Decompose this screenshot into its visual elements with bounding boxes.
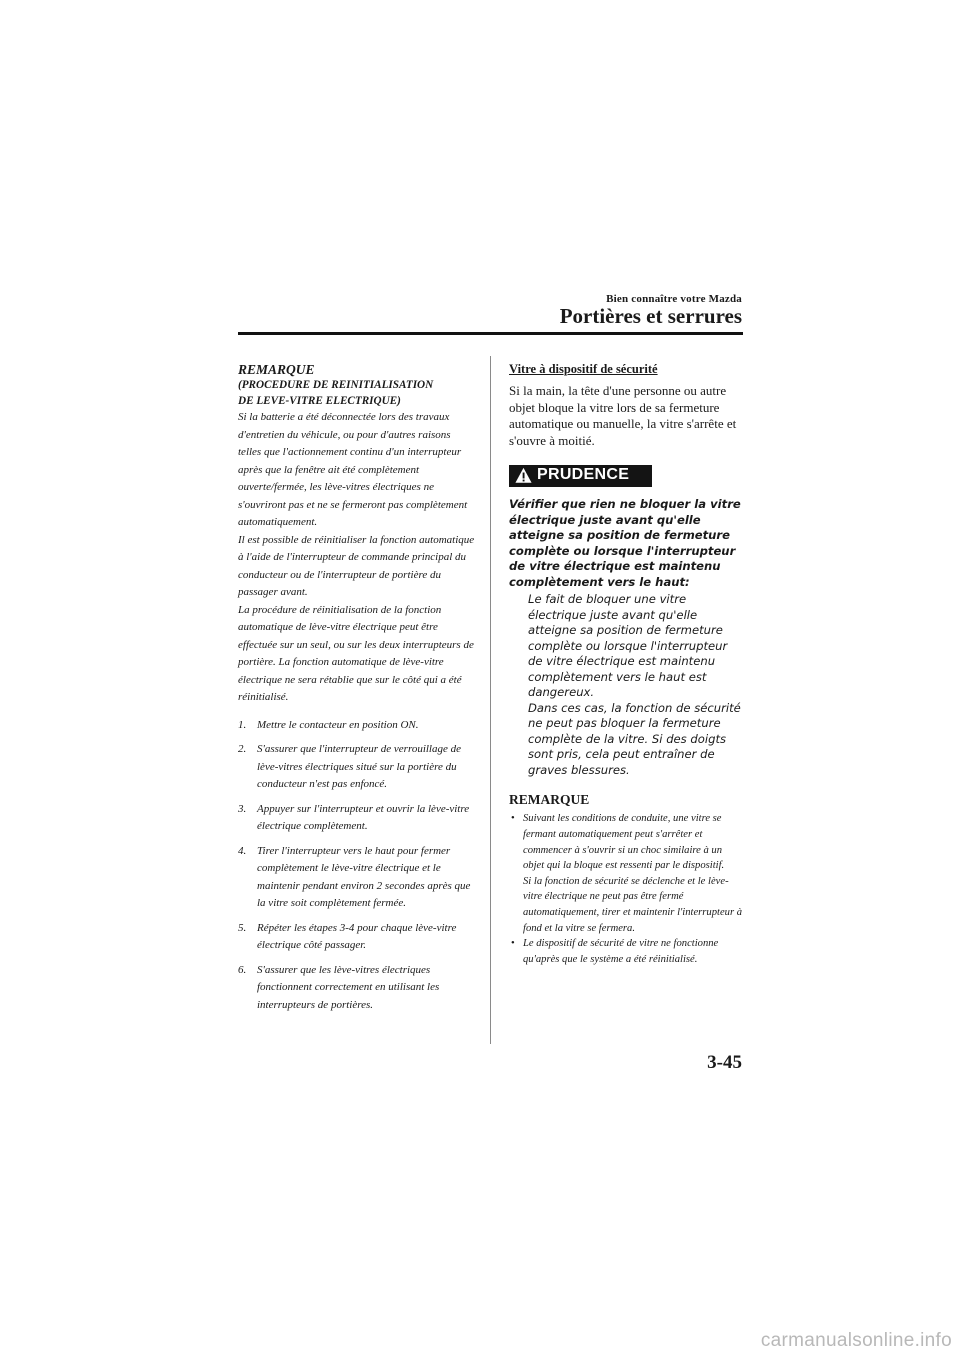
watermark: carmanualsonline.info [760,1330,952,1351]
left-column [238,362,476,1021]
bullet-dot-icon: • [511,938,515,950]
note-paragraph: Il est possible de réinitialiser la fonction automatique à l'aide de l'interrupteur de commande principal du conducteur ou de l'interrupteur de portière du passager avant. [238,533,475,598]
header-rule [238,332,743,335]
list-item: 1. Mettre le contacteur en position ON. [238,718,419,731]
page-number: 3-45 [707,1052,742,1073]
section-label: Bien connaître votre Mazda [606,293,742,305]
caution-label: PRUDENCE [537,466,630,484]
warning-triangle-icon [515,467,532,484]
list-item: 2. S'assurer que l'interrupteur de verrouillage de lève-vitres électriques situé sur la portière du conducteur n'est pas enfoncé. [238,743,461,790]
remark-bullets [509,811,745,967]
note-subtitle-line-1: (PROCEDURE DE REINITIALISATION [238,379,434,391]
column-divider [490,356,491,1044]
list-item: 5. Répéter les étapes 3-4 pour chaque lève-vitre électrique côté passager. [238,921,457,951]
caution-lead: Vérifier que rien ne bloquer la vitre électrique juste avant qu'elle atteigne sa position de fermeture complète ou lorsque l'interrupteur de vitre électrique est maintenu complètement vers le haut: [509,497,741,589]
caution-body [509,592,745,778]
note-paragraph: La procédure de réinitialisation de la fonction automatique de lève-vitre électrique peut être effectuée sur un seul, ou sur les deux interrupteurs de portière. La fonction automatique de lève-vitre électrique ne sera rétablie que sur le côté qui a été réinitialisé. [238,603,474,703]
note-subtitle-line-2: DE LEVE-VITRE ELECTRIQUE) [238,395,401,407]
list-item: • Suivant les conditions de conduite, une vitre se fermant automatiquement peut s'arrêter et commencer à s'ouvrir si un choc similaire à un objet qui la bloque est ressenti par le dispositif. Si la fonction de sécurité se déclenche et le lève-vitre électrique ne peut pas être fermé automatiquement, tirer et maintenir l'interrupteur à fond et la vitre se fermera. [511,813,743,934]
bullet-dot-icon: • [511,813,515,825]
list-item: 6. S'assurer que les lève-vitres électriques fonctionnent correctement en utilisant les interrupteurs de portières. [238,963,440,1011]
section-body: Si la main, la tête d'une personne ou autre objet bloque la vitre lors de sa fermeture automatique ou manuelle, la vitre s'arrête et s'ouvre à moitié. [509,383,737,448]
list-item: 4. Tirer l'interrupteur vers le haut pour fermer complètement le lève-vitre électrique et le maintenir pendant environ 2 secondes après que la vitre soit complètement fermée. [238,844,471,909]
caution-paragraph: Le fait de bloquer une vitre électrique juste avant qu'elle atteigne sa position de fermeture complète ou lorsque l'interrupteur de vitre électrique est maintenu complètement vers le haut est dangereux. [528,592,728,700]
note-title: REMARQUE [238,362,315,377]
reset-steps-list [238,717,476,1015]
page-title: Portières et serrures [559,304,742,328]
note-body [238,409,476,707]
caution-banner [509,465,652,487]
list-item: • Le dispositif de sécurité de vitre ne fonctionne qu'après que le système a été réinitialisé. [511,938,719,965]
note-paragraph: Si la batterie a été déconnectée lors des travaux d'entretien du véhicule, ou pour d'autres raisons telles que l'actionnement continu d'un interrupteur après que la fenêtre ait été complètement ouverte/fermée, les lève-vitres électriques ne s'ouvriront pas et ne se fermeront pas complètement automatiquement. [238,411,468,528]
remark-title: REMARQUE [509,792,590,808]
section-heading: Vitre à dispositif de sécurité [509,362,658,376]
right-column [509,362,745,967]
caution-paragraph: Dans ces cas, la fonction de sécurité ne peut pas bloquer la fermeture complète de la vitre. Si des doigts sont pris, cela peut entraîner de graves blessures. [528,700,741,777]
list-item: 3. Appuyer sur l'interrupteur et ouvrir la lève-vitre électrique complètement. [238,802,470,832]
